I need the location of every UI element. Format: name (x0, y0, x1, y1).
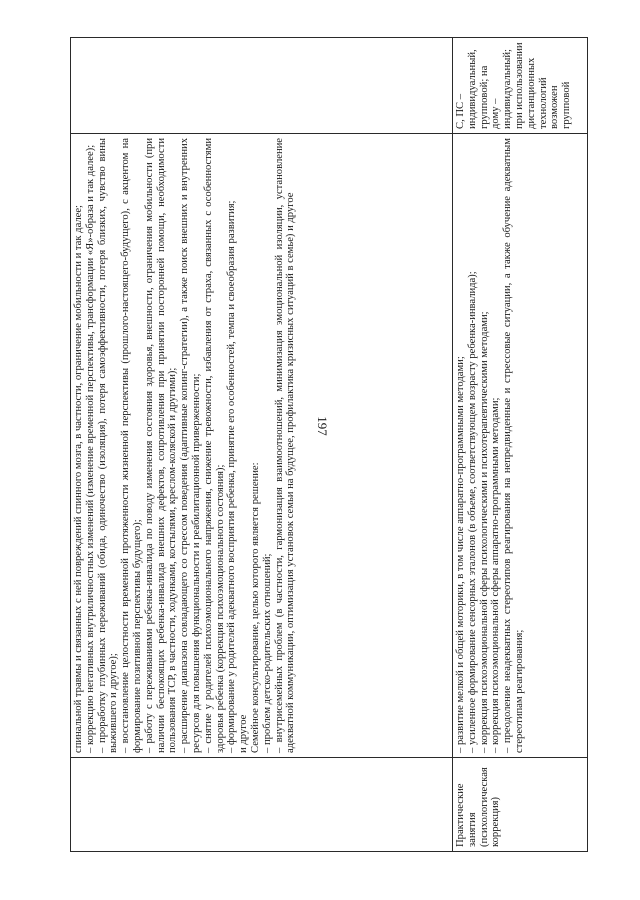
row-notes-cell (71, 38, 453, 134)
table-row (453, 38, 588, 852)
content-paragraph: – восстановление целостности временной протяженности жизненной перспективы (прошлого-настоящего-будущего), с акцентом на формирование позитивной перспективы будущего); (120, 138, 143, 753)
content-paragraph: Семейное консультирование, целью которого является решение: (249, 462, 261, 753)
content-paragraph: – проблем детско-родительских отношений; (261, 553, 273, 753)
rotated-page-content (70, 37, 588, 852)
content-paragraph: – коррекцию негативных внутриличностных изменений (изменение временной перспективы, трансформации «Я»-образа и так далее); (84, 144, 96, 753)
content-paragraph: – работу с переживаниями ребенка-инвалида по поводу изменения состояния здоровья, внешности, ограничения мобильности (при наличии беспокоящих ребенка-инвалида внешних дефектов, сопротивления при принятии посторонней помощи, необходимости пользования ТСР, в частности, ходунками, костылями, креслом-коляской и другими); (143, 138, 179, 753)
content-paragraph: – проработку глубинных переживаний (обида, одиночество (изоляция), потеря самоэффективности, потеря близких, чувство вины выжившего и другое); (96, 138, 120, 753)
content-paragraph: – снятие у родителей психоэмоционального напряжения, снижение тревожности, избавления от страха, связанных с особенностями здоровья ребенка (коррекция психоэмоционального состояния); (202, 138, 226, 753)
content-paragraph: и другое (238, 714, 250, 753)
content-paragraph: – внутрисемейных проблем (в частности, гармонизация взаимоотношений, минимизация эмоциональной изоляции, установление адекватной коммуникации, оптимизация установок семьи на будущее, профилактика кризисных ситуаций в семье) и другое (273, 138, 297, 753)
content-cell (453, 134, 588, 758)
row-heading-cell (71, 758, 453, 852)
content-paragraph: – преодоление неадекватных стереотипов реагирования на непредвиденные и стрессовые ситуации, а также обучение адекватным стереотипам реагирования; (502, 138, 525, 753)
row-heading-cell: Практические занятия (психологическая коррекция) (453, 758, 588, 852)
page-number: 197 (314, 416, 330, 436)
content-paragraph: – формирование у родителей адекватного восприятия ребенка, принятие его особенностей, темпа и своеобразия развития; (226, 200, 238, 753)
table-row (71, 38, 453, 852)
content-cell (71, 134, 453, 758)
row-notes-cell: С, ПС – индивидуальный, групповой; на дому – индивидуальный; при использовании дистанционных технологий возможен групповой (453, 38, 588, 134)
content-paragraph: – развитие мелкой и общей моторики, в том числе аппаратно-программными методами; (455, 356, 466, 753)
content-paragraph: спинальной травмы и связанных с ней повреждений спинного мозга, в частности, ограничение мобильности и так далее; (73, 205, 84, 753)
content-paragraph: – коррекция психоэмоциональной сферы аппаратно-программными методами; (490, 397, 502, 753)
content-paragraph: – коррекция психоэмоциональной сферы психологическими и психотерапевтическими методами; (478, 311, 490, 753)
content-paragraph: – расширение диапазона совладающего со стрессом поведения (адаптивные копинг-стратегии), а также поиск внешних и внутренних ресурсов для повышения функциональности и реабилитационной приверженности; (179, 138, 202, 753)
rehabilitation-table (70, 37, 588, 852)
content-paragraph: – усиленное формирование сенсорных эталонов (в объеме, соответствующем возрасту ребенка-инвалида); (466, 271, 478, 753)
